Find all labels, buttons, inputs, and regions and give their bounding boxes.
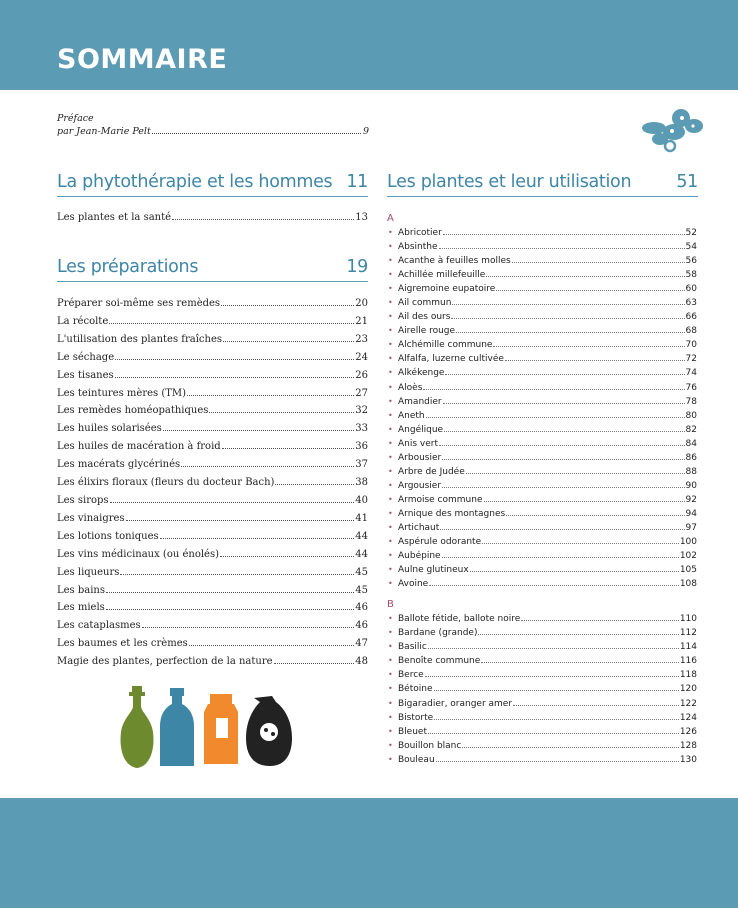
entry-page: 33 xyxy=(355,423,368,435)
leader-dots xyxy=(440,529,684,530)
leader-dots xyxy=(484,501,685,502)
leader-dots xyxy=(506,515,684,516)
toc-entry[interactable] xyxy=(57,438,368,456)
toc-entry[interactable] xyxy=(387,296,697,310)
entry-label: Les baumes et les crèmes xyxy=(57,638,188,650)
leader-dots xyxy=(434,690,679,691)
leader-dots xyxy=(142,627,355,628)
leader-dots xyxy=(451,318,684,319)
entry-page: 45 xyxy=(355,584,368,596)
entry-page: 128 xyxy=(679,740,697,751)
entry-label: • Acanthe à feuilles molles xyxy=(398,256,511,267)
entry-page: 60 xyxy=(685,284,697,295)
leader-dots xyxy=(172,219,354,220)
toc-preparations xyxy=(57,295,368,671)
toc-entry[interactable] xyxy=(57,635,368,653)
entry-label: • Bouleau xyxy=(398,754,435,765)
leader-dots xyxy=(462,747,678,748)
entry-page: 54 xyxy=(685,242,697,253)
entry-label: • Bétoine xyxy=(398,684,433,695)
section-title: Les préparations xyxy=(57,257,199,277)
toc-entry[interactable] xyxy=(57,582,368,600)
toc-entry[interactable] xyxy=(57,617,368,635)
leader-dots xyxy=(120,574,354,575)
leader-dots xyxy=(482,543,679,544)
toc-entry[interactable] xyxy=(387,640,697,654)
entry-page: 13 xyxy=(355,212,368,223)
toc-entry[interactable] xyxy=(387,612,697,626)
entry-label: Les vins médicinaux (ou énolés) xyxy=(57,548,219,560)
entry-page: 48 xyxy=(355,656,368,668)
toc-entry[interactable] xyxy=(387,711,697,725)
toc-entry[interactable] xyxy=(387,366,697,380)
entry-label: Les liqueurs xyxy=(57,566,120,578)
leader-dots xyxy=(452,304,684,305)
entry-label: Les lotions toniques xyxy=(57,530,159,542)
entry-label: Les macérats glycérinés xyxy=(57,459,181,471)
entry-label: • Arnique des montagnes xyxy=(398,508,506,519)
leader-dots xyxy=(442,487,684,488)
entry-page: 78 xyxy=(685,396,697,407)
toc-entry[interactable] xyxy=(387,507,697,521)
entry-label: • Aigremoine eupatoire xyxy=(398,284,496,295)
entry-label: • Basilic xyxy=(398,642,427,653)
toc-entry[interactable] xyxy=(57,599,368,617)
entry-page: 100 xyxy=(679,537,697,548)
toc-entry[interactable] xyxy=(57,474,368,492)
leader-dots xyxy=(220,556,354,557)
entry-label: • Bistorte xyxy=(398,712,434,723)
entry-label: • Avoine xyxy=(398,579,429,590)
leader-dots xyxy=(223,341,354,342)
toc-plantes xyxy=(387,212,697,767)
leader-dots xyxy=(439,248,685,249)
entry-label: • Arbre de Judée xyxy=(398,466,465,477)
entry-page: 46 xyxy=(355,602,368,614)
entry-page: 38 xyxy=(355,477,368,489)
leader-dots xyxy=(496,290,684,291)
toc-entry[interactable] xyxy=(57,295,368,313)
toc-entry[interactable] xyxy=(387,465,697,479)
leader-dots xyxy=(423,389,684,390)
toc-entry[interactable] xyxy=(387,324,697,338)
entry-label: • Berce xyxy=(398,670,424,681)
leader-dots xyxy=(106,592,354,593)
entry-label: • Bardane (grande) xyxy=(398,628,478,639)
entry-label: Les huiles solarisées xyxy=(57,423,162,435)
entry-page: 124 xyxy=(679,712,697,723)
entry-page: 74 xyxy=(685,368,697,379)
entry-label: • Bleuet xyxy=(398,726,427,737)
entry-label: • Bouillon blanc xyxy=(398,740,462,751)
toc-entry[interactable] xyxy=(387,268,697,282)
entry-page: 32 xyxy=(355,405,368,417)
leader-dots xyxy=(505,360,685,361)
entry-label: Les élixirs floraux (fleurs du docteur Bach) xyxy=(57,477,275,489)
leader-dots xyxy=(439,445,685,446)
leader-dots xyxy=(428,733,679,734)
leader-dots xyxy=(209,412,354,413)
entry-label: • Arbousier xyxy=(398,452,442,463)
leader-dots xyxy=(222,448,355,449)
entry-label: • Aloès xyxy=(398,382,423,393)
toc-entry[interactable] xyxy=(57,564,368,582)
leader-dots xyxy=(513,705,679,706)
toc-phytotherapie xyxy=(57,209,368,227)
leader-dots xyxy=(481,662,679,663)
entry-page: 45 xyxy=(355,566,368,578)
toc-entry[interactable] xyxy=(387,668,697,682)
entry-label: • Artichaut xyxy=(398,522,440,533)
section-heading-preparations[interactable] xyxy=(57,257,368,282)
leader-dots xyxy=(106,609,354,610)
entry-label: • Alfalfa, luzerne cultivée xyxy=(398,354,504,365)
toc-entry[interactable] xyxy=(387,682,697,696)
entry-label: • Aneth xyxy=(398,410,425,421)
entry-page: 24 xyxy=(355,351,368,363)
toc-entry[interactable] xyxy=(57,313,368,331)
entry-label: Les teintures mères (TM) xyxy=(57,387,187,399)
leader-dots xyxy=(181,466,354,467)
section-heading-plantes[interactable] xyxy=(387,172,698,197)
leader-dots xyxy=(456,332,684,333)
entry-label: Les plantes et la santé xyxy=(57,212,172,223)
entry-page: 122 xyxy=(679,698,697,709)
letter-heading: A xyxy=(387,213,394,224)
leader-dots xyxy=(478,634,678,635)
toc-entry[interactable] xyxy=(387,437,697,451)
leader-dots xyxy=(521,620,679,621)
entry-label: • Achillée millefeuille xyxy=(398,270,486,281)
leader-dots xyxy=(109,323,354,324)
toc-entry[interactable] xyxy=(387,479,697,493)
entry-label: L'utilisation des plantes fraîches xyxy=(57,333,223,345)
entry-label: • Airelle rouge xyxy=(398,326,456,337)
leader-dots xyxy=(486,276,684,277)
toc-entry[interactable] xyxy=(387,310,697,324)
leader-dots xyxy=(429,585,679,586)
entry-label: Les sirops xyxy=(57,494,109,506)
leader-dots xyxy=(425,676,679,677)
toc-entry[interactable] xyxy=(57,331,368,349)
leader-dots xyxy=(444,431,684,432)
entry-page: 108 xyxy=(679,579,697,590)
preface-label: Préface xyxy=(57,113,94,124)
entry-label: • Aubépine xyxy=(398,551,441,562)
entry-page: 27 xyxy=(355,387,368,399)
entry-label: Les remèdes homéopathiques xyxy=(57,405,209,417)
toc-entry[interactable] xyxy=(57,546,368,564)
entry-label: • Ballote fétide, ballote noire xyxy=(398,614,521,625)
entry-page: 63 xyxy=(685,298,697,309)
entry-label: • Ail commun xyxy=(398,298,452,309)
entry-page: 72 xyxy=(685,354,697,365)
entry-page: 46 xyxy=(355,620,368,632)
leader-dots xyxy=(434,719,679,720)
entry-label: Le séchage xyxy=(57,351,115,363)
toc-entry[interactable] xyxy=(57,209,368,227)
bottles-illustration xyxy=(114,684,294,770)
leader-dots xyxy=(466,473,685,474)
entry-label: • Alchémille commune xyxy=(398,340,493,351)
entry-page: 90 xyxy=(685,480,697,491)
entry-page: 120 xyxy=(679,684,697,695)
toc-entry[interactable] xyxy=(57,510,368,528)
leader-dots xyxy=(187,395,354,396)
entry-page: 44 xyxy=(355,530,368,542)
toc-entry[interactable] xyxy=(57,349,368,367)
toc-entry[interactable] xyxy=(387,535,697,549)
entry-page: 56 xyxy=(685,256,697,267)
leader-dots xyxy=(442,459,684,460)
toc-entry[interactable] xyxy=(387,563,697,577)
entry-page: 68 xyxy=(685,326,697,337)
toc-entry[interactable] xyxy=(57,385,368,403)
toc-entry[interactable] xyxy=(387,381,697,395)
entry-label: • Aspérule odorante xyxy=(398,537,482,548)
leader-dots xyxy=(445,374,684,375)
entry-page: 23 xyxy=(355,333,368,345)
entry-page: 112 xyxy=(679,628,697,639)
entry-label: • Ail des ours xyxy=(398,312,451,323)
section-title: La phytothérapie et les hommes xyxy=(57,172,333,192)
leader-dots xyxy=(115,359,354,360)
leader-dots xyxy=(221,305,354,306)
toc-entry[interactable] xyxy=(387,352,697,366)
entry-page: 40 xyxy=(355,494,368,506)
entry-page: 52 xyxy=(685,228,697,238)
toc-entry[interactable] xyxy=(387,338,697,352)
section-title: Les plantes et leur utilisation xyxy=(387,172,632,192)
toc-entry[interactable] xyxy=(387,254,697,268)
entry-label: Les huiles de macération à froid xyxy=(57,441,221,453)
entry-page: 82 xyxy=(685,424,697,435)
entry-label: Magie des plantes, perfection de la nature xyxy=(57,656,273,668)
toc-entry[interactable] xyxy=(57,420,368,438)
entry-label: • Amandier xyxy=(398,396,442,407)
leader-dots xyxy=(126,520,355,521)
entry-page: 36 xyxy=(355,441,368,453)
entry-label: • Abricotier xyxy=(398,228,442,238)
toc-entry[interactable] xyxy=(57,492,368,510)
leader-dots xyxy=(152,133,361,134)
toc-entry[interactable] xyxy=(387,549,697,563)
entry-label: • Alkékenge xyxy=(398,368,445,379)
header-band xyxy=(0,0,738,90)
section-page: 19 xyxy=(346,257,368,277)
entry-page: 94 xyxy=(685,508,697,519)
toc-entry[interactable] xyxy=(387,654,697,668)
entry-label: • Argousier xyxy=(398,480,442,491)
leader-dots xyxy=(110,502,355,503)
leader-dots xyxy=(470,571,679,572)
leader-dots xyxy=(426,417,685,418)
toc-entry[interactable] xyxy=(387,725,697,739)
entry-label: Préparer soi-même ses remèdes xyxy=(57,298,221,309)
entry-page: 84 xyxy=(685,438,697,449)
entry-page: 116 xyxy=(679,656,697,667)
preface-entry[interactable] xyxy=(57,112,369,138)
toc-entry[interactable] xyxy=(387,423,697,437)
entry-page: 88 xyxy=(685,466,697,477)
toc-entry[interactable] xyxy=(57,456,368,474)
toc-entry[interactable] xyxy=(387,493,697,507)
entry-page: 47 xyxy=(355,638,368,650)
entry-label: • Bigaradier, oranger amer xyxy=(398,698,513,709)
entry-page: 44 xyxy=(355,548,368,560)
entry-page: 126 xyxy=(679,726,697,737)
entry-page: 97 xyxy=(685,522,697,533)
toc-entry[interactable] xyxy=(57,402,368,420)
entry-page: 37 xyxy=(355,459,368,471)
section-heading-phytotherapie[interactable] xyxy=(57,172,368,197)
section-page: 11 xyxy=(346,172,368,192)
entry-label: • Aulne glutineux xyxy=(398,565,469,576)
toc-entry[interactable] xyxy=(57,528,368,546)
leader-dots xyxy=(163,430,355,431)
toc-entry[interactable] xyxy=(387,409,697,423)
leader-dots xyxy=(442,557,679,558)
toc-entry[interactable] xyxy=(387,226,697,240)
entry-label: • Angélique xyxy=(398,424,444,435)
entry-page: 92 xyxy=(685,494,697,505)
leader-dots xyxy=(428,648,679,649)
section-page: 51 xyxy=(676,172,698,192)
entry-label: • Absinthe xyxy=(398,242,438,253)
entry-label: Les cataplasmes xyxy=(57,620,141,632)
toc-entry[interactable] xyxy=(387,395,697,409)
entry-label: • Benoîte commune xyxy=(398,656,481,667)
toc-entry[interactable] xyxy=(387,626,697,640)
toc-entry[interactable] xyxy=(387,577,697,591)
leader-dots xyxy=(274,663,355,664)
entry-page: 105 xyxy=(679,565,697,576)
entry-page: 102 xyxy=(679,551,697,562)
entry-page: 118 xyxy=(679,670,697,681)
entry-label: • Anis vert xyxy=(398,438,439,449)
page-title: SOMMAIRE xyxy=(57,44,228,75)
entry-page: 41 xyxy=(355,512,368,524)
entry-page: 21 xyxy=(355,315,368,327)
entry-page: 114 xyxy=(679,642,697,653)
preface-author: par Jean-Marie Pelt xyxy=(57,126,151,137)
leader-dots xyxy=(443,234,685,235)
entry-page: 110 xyxy=(679,614,697,625)
leader-dots xyxy=(275,484,354,485)
leader-dots xyxy=(493,346,684,347)
leader-dots xyxy=(512,262,685,263)
entry-label: Les vinaigres xyxy=(57,512,125,524)
entry-page: 26 xyxy=(355,369,368,381)
toc-entry[interactable] xyxy=(387,451,697,465)
toc-entry[interactable] xyxy=(387,753,697,767)
entry-label: Les miels xyxy=(57,602,105,614)
leader-dots xyxy=(189,645,355,646)
entry-label: La récolte xyxy=(57,315,109,327)
flower-icon xyxy=(636,102,706,158)
toc-entry[interactable] xyxy=(387,739,697,753)
entry-page: 130 xyxy=(679,754,697,765)
entry-page: 20 xyxy=(355,298,368,309)
leader-dots xyxy=(115,377,355,378)
toc-entry[interactable] xyxy=(387,282,697,296)
entry-label: Les bains xyxy=(57,584,106,596)
entry-page: 80 xyxy=(685,410,697,421)
entry-label: Les tisanes xyxy=(57,369,114,381)
toc-entry[interactable] xyxy=(387,521,697,535)
letter-heading: B xyxy=(387,599,394,611)
toc-entry[interactable] xyxy=(387,697,697,711)
entry-page: 58 xyxy=(685,270,697,281)
leader-dots xyxy=(160,538,355,539)
entry-page: 76 xyxy=(685,382,697,393)
preface-page: 9 xyxy=(362,126,369,137)
entry-label: • Armoise commune xyxy=(398,494,483,505)
entry-page: 86 xyxy=(685,452,697,463)
leader-dots xyxy=(436,761,679,762)
toc-entry[interactable] xyxy=(387,240,697,254)
entry-page: 66 xyxy=(685,312,697,323)
leader-dots xyxy=(443,403,685,404)
toc-entry[interactable] xyxy=(57,367,368,385)
footer-band xyxy=(0,798,738,908)
entry-page: 70 xyxy=(685,340,697,351)
toc-entry[interactable] xyxy=(57,653,368,671)
